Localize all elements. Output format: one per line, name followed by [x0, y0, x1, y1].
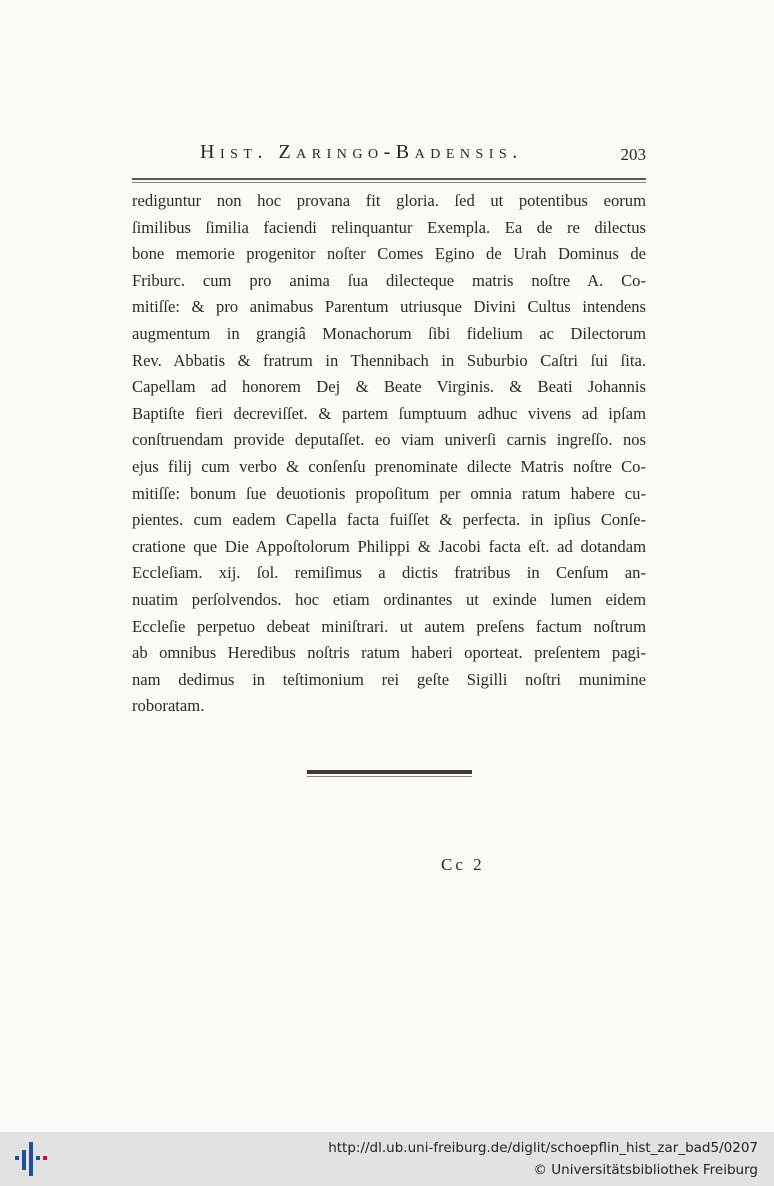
text-line: Capellam ad honorem Dej & Beate Virginis. & Beati Johannis: [132, 377, 646, 397]
text-line: Rev. Abbatis & fratrum in Thennibach in Suburbio Caſtri ſui ſita.: [132, 350, 646, 370]
text-line: conſtruendam provide deputaſſet. eo viam univerſi carnis ingreſſo. nos: [132, 430, 646, 450]
text-line: bone memorie progenitor noſter Comes Egino de Urah Dominus de: [132, 244, 646, 264]
head-rule-thin: [132, 182, 646, 183]
text-line: pientes. cum eadem Capella facta fuiſſet & perfecta. in ipſius Conſe-: [132, 510, 646, 530]
ub-freiburg-logo-icon: [12, 1140, 50, 1178]
text-line: roboratam.: [132, 696, 205, 716]
text-line: Friburc. cum pro anima ſua dilecteque matris noſtre A. Co-: [132, 270, 646, 290]
signature-mark: Cc 2: [441, 855, 485, 874]
running-head: [132, 141, 646, 169]
text-line: mitiſſe: & pro animabus Parentum utriusque Divini Cultus intendens: [132, 297, 646, 317]
text-line: nuatim perſolvendos. hoc etiam ordinantes ut exinde lumen eidem: [132, 589, 646, 609]
text-line: rediguntur non hoc provana fit gloria. ſed ut potentibus eorum: [132, 191, 646, 210]
text-line: augmentum in grangiâ Monachorum ſibi fidelium ac Dilectorum: [132, 323, 646, 343]
end-rule-thin: [307, 776, 472, 777]
footer-url[interactable]: http://dl.ub.uni-freiburg.de/diglit/schoepflin_hist_zar_bad5/0207: [328, 1140, 758, 1156]
head-rule: [132, 178, 646, 180]
text-line: ab omnibus Heredibus noſtris ratum haberi oporteat. preſentem pagi-: [132, 643, 646, 663]
text-line: Eccleſiam. xij. ſol. remiſimus a dictis fratribus in Cenſum an-: [132, 563, 646, 583]
text-line: nam dedimus in teſtimonium rei geſte Sigilli noſtri munimine: [132, 669, 646, 689]
text-line: Eccleſie perpetuo debeat miniſtrari. ut autem preſens factum noſtrum: [132, 616, 646, 636]
text-line: cratione que Die Appoſtolorum Philippi & Jacobi facta eſt. ad dotandam: [132, 536, 646, 556]
text-line: ſimilibus ſimilia faciendi relinquantur Exempla. Ea de re dilectus: [132, 217, 646, 237]
footer-bar: [0, 1132, 774, 1186]
text-line: ejus filij cum verbo & conſenſu prenominate dilecte Matris noſtre Co-: [132, 456, 646, 476]
footer-copyright: © Universitätsbibliothek Freiburg: [533, 1162, 758, 1178]
end-rule: [307, 770, 472, 774]
body-text: [132, 188, 646, 720]
running-head-title: Hist. Zaringo-Badensis.: [200, 141, 523, 163]
text-line: mitiſſe: bonum ſue deuotionis propoſitum per omnia ratum habere cu-: [132, 483, 646, 503]
text-line: Baptiſte fieri decreviſſet. & partem ſumptuum adhuc vivens ad ipſam: [132, 403, 646, 423]
page-number: 203: [620, 145, 646, 164]
